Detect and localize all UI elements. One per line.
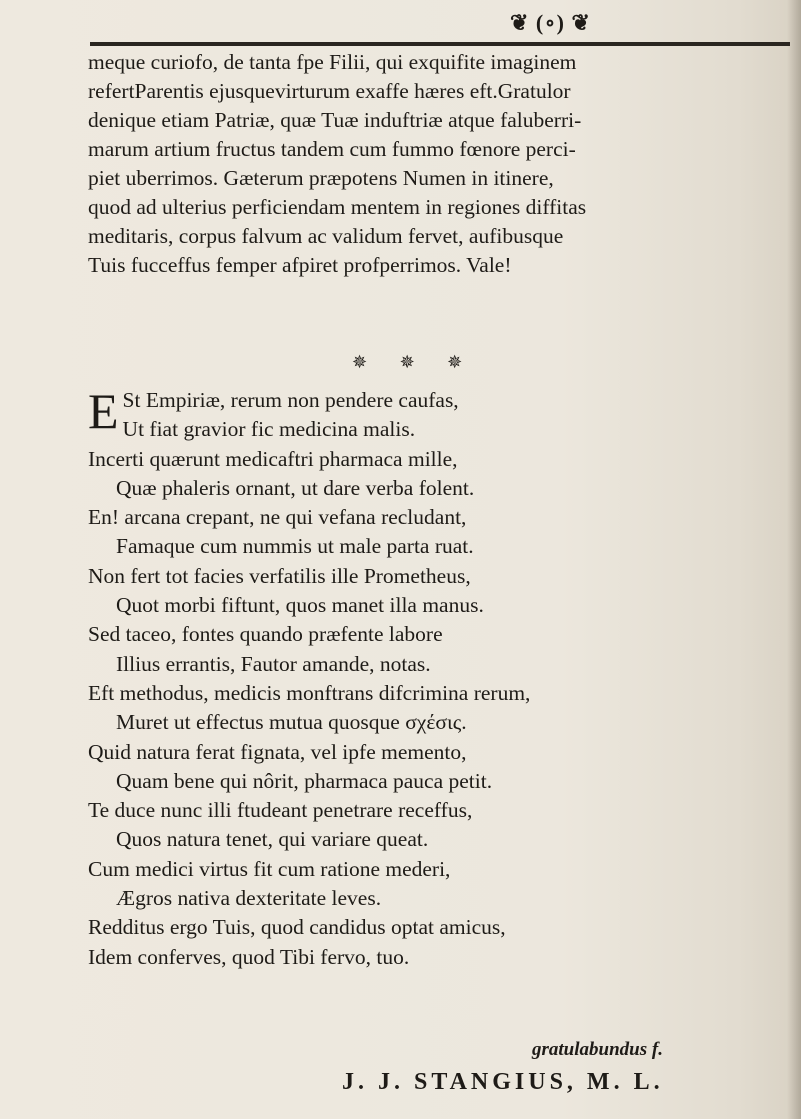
- page-edge-shadow: [787, 0, 801, 1119]
- poem-line: Redditus ergo Tuis, quod candidus optat amicus,: [88, 915, 506, 940]
- poem-line: Non fert tot facies verfatilis ille Prometheus,: [88, 563, 471, 588]
- letter-line: quod ad ulterius perficiendam mentem in regiones diffitas: [88, 195, 587, 219]
- letter-line: meque curiofo, de tanta fpe Filii, qui exquifite imaginem: [88, 50, 577, 74]
- letter-text: [88, 48, 788, 280]
- header-rule: [90, 42, 790, 46]
- poem-line: Eft methodus, medicis monftrans difcrimina rerum,: [88, 680, 531, 705]
- poem-line: Famaque cum nummis ut male parta ruat.: [116, 534, 474, 559]
- poem-first-line: St Empiriæ, rerum non pendere caufas,: [122, 388, 459, 412]
- author-signature: J. J. STANGIUS, M. L.: [342, 1069, 664, 1095]
- drop-cap: E: [88, 383, 119, 439]
- poem-line: Quæ phaleris ornant, ut dare verba folent.: [116, 475, 475, 500]
- letter-line: Tuis fucceffus femper afpiret profperrimos. Vale!: [88, 253, 512, 277]
- letter-line: denique etiam Patriæ, quæ Tuæ induftriæ atque faluberri-: [88, 108, 582, 132]
- poem-line: Idem conferves, quod Tibi fervo, tuo.: [88, 944, 410, 969]
- poem-line: Quot morbi fiftunt, quos manet illa manus.: [116, 593, 484, 618]
- letter-line: piet uberrimos. Gæterum præpotens Numen in itinere,: [88, 166, 554, 190]
- letter-line: refertParentis ejusquevirturum exaffe hæres eft.Gratulor: [88, 79, 571, 103]
- letter-line: meditaris, corpus falvum ac validum fervet, aufibusque: [88, 224, 564, 248]
- poem-line: Muret ut effectus mutua quosque σχέσις.: [116, 710, 467, 735]
- poem-line: Sed taceo, fontes quando præfente labore: [88, 622, 443, 647]
- poem-line: Quam bene qui nôrit, pharmaca pauca petit.: [116, 768, 493, 793]
- poem-line: Ægros nativa dexteritate leves.: [116, 886, 382, 911]
- header-ornament: ❦ (∘) ❦: [510, 10, 591, 35]
- poem: [88, 383, 793, 972]
- letter-line: marum artium fructus tandem cum fummo fœnore perci-: [88, 137, 576, 161]
- poem-line: Quid natura ferat fignata, vel ipfe memento,: [88, 739, 467, 764]
- poem-line: Te duce nunc illi ftudeant penetrare receffus,: [88, 798, 473, 823]
- poem-line: Illius errantis, Fautor amande, notas.: [116, 651, 431, 676]
- poem-line: Incerti quærunt medicaftri pharmaca mille,: [88, 446, 458, 471]
- signoff: gratulabundus f.: [532, 1039, 663, 1060]
- asterism-separator: ✵ ✵ ✵: [352, 352, 477, 372]
- poem-line: En! arcana crepant, ne qui vefana recludant,: [88, 505, 467, 530]
- poem-line: Cum medici virtus fit cum ratione mederi,: [88, 856, 451, 881]
- poem-line: Ut fiat gravior fic medicina malis.: [122, 417, 416, 442]
- poem-line: Quos natura tenet, qui variare queat.: [116, 827, 429, 852]
- page-header: [90, 6, 800, 46]
